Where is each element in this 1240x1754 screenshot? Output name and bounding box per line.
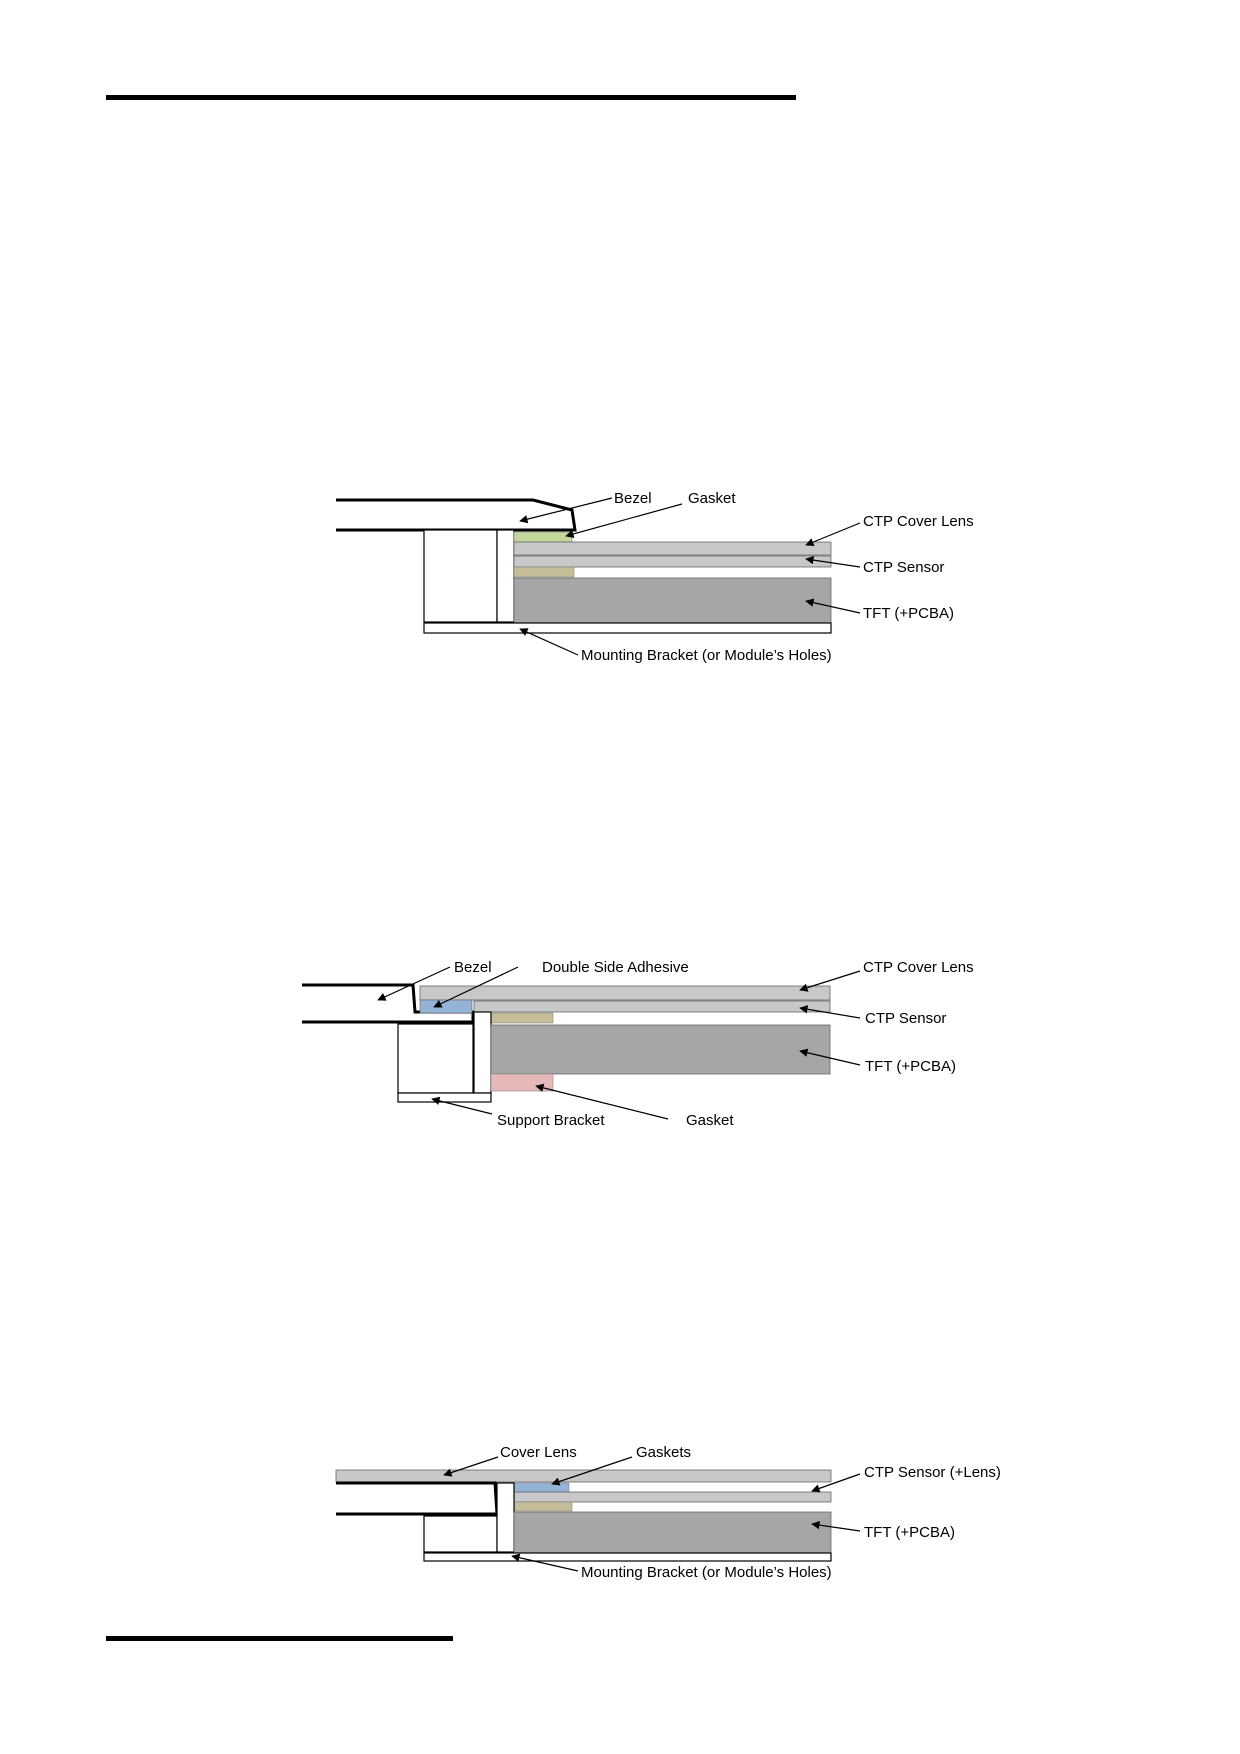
gaskets-label: Gaskets: [636, 1444, 692, 1461]
adhesive-mount-diagram: [0, 940, 1240, 1140]
cover-lens-arrow: [806, 523, 860, 545]
cover-lens-label: CTP Cover Lens: [863, 959, 974, 976]
bracket-divider: [497, 1483, 514, 1552]
sensor-label: CTP Sensor (+Lens): [864, 1464, 1001, 1481]
sensor-label: CTP Sensor: [863, 559, 945, 576]
bracket-divider: [497, 530, 514, 622]
sensor-layer: [514, 1492, 831, 1502]
sensor-tail: [491, 1013, 553, 1023]
support-divider: [474, 1012, 491, 1093]
tft-layer: [514, 1512, 831, 1553]
tft-label: TFT (+PCBA): [865, 1058, 956, 1075]
bracket-column: [424, 1516, 497, 1552]
sensor-layer: [474, 1001, 830, 1012]
cover-lens-mount-diagram: [0, 1430, 1240, 1590]
bracket-label: Mounting Bracket (or Module’s Holes): [581, 647, 832, 664]
cover-lens-layer: [420, 986, 830, 1000]
adhesive-label: Double Side Adhesive: [542, 959, 689, 976]
bezel-shape: [336, 500, 575, 530]
bezel-label: Bezel: [454, 959, 492, 976]
support-column: [398, 1024, 473, 1093]
bezel-gasket-mount-diagram: [0, 480, 1240, 680]
gasket-arrow: [566, 504, 682, 536]
sensor-tail: [514, 1502, 572, 1511]
cover-lens-layer: [514, 542, 831, 555]
sensor-layer: [514, 556, 831, 567]
tft-layer: [491, 1025, 830, 1074]
cover-lens-layer: [336, 1470, 831, 1482]
tft-layer: [514, 578, 831, 623]
bezel-label: Bezel: [614, 490, 652, 507]
support-bracket: [398, 1093, 491, 1102]
footer-rule: [106, 1636, 453, 1641]
tft-label: TFT (+PCBA): [864, 1524, 955, 1541]
mounting-bracket: [424, 623, 831, 633]
cover-lens-label: Cover Lens: [500, 1444, 577, 1461]
bracket-column: [424, 530, 497, 622]
cover-lens-label: CTP Cover Lens: [863, 513, 974, 530]
support-bracket-label: Support Bracket: [497, 1112, 605, 1129]
header-rule: [106, 95, 796, 100]
gasket-label: Gasket: [686, 1112, 734, 1129]
gasket-layer: [514, 1483, 569, 1492]
sensor-label: CTP Sensor: [865, 1010, 947, 1027]
housing-shape: [336, 1483, 497, 1514]
sensor-tail: [514, 567, 574, 577]
bracket-label: Mounting Bracket (or Module’s Holes): [581, 1564, 832, 1581]
gasket-layer: [514, 532, 572, 542]
gasket-label: Gasket: [688, 490, 736, 507]
mounting-bracket: [424, 1553, 831, 1561]
tft-label: TFT (+PCBA): [863, 605, 954, 622]
